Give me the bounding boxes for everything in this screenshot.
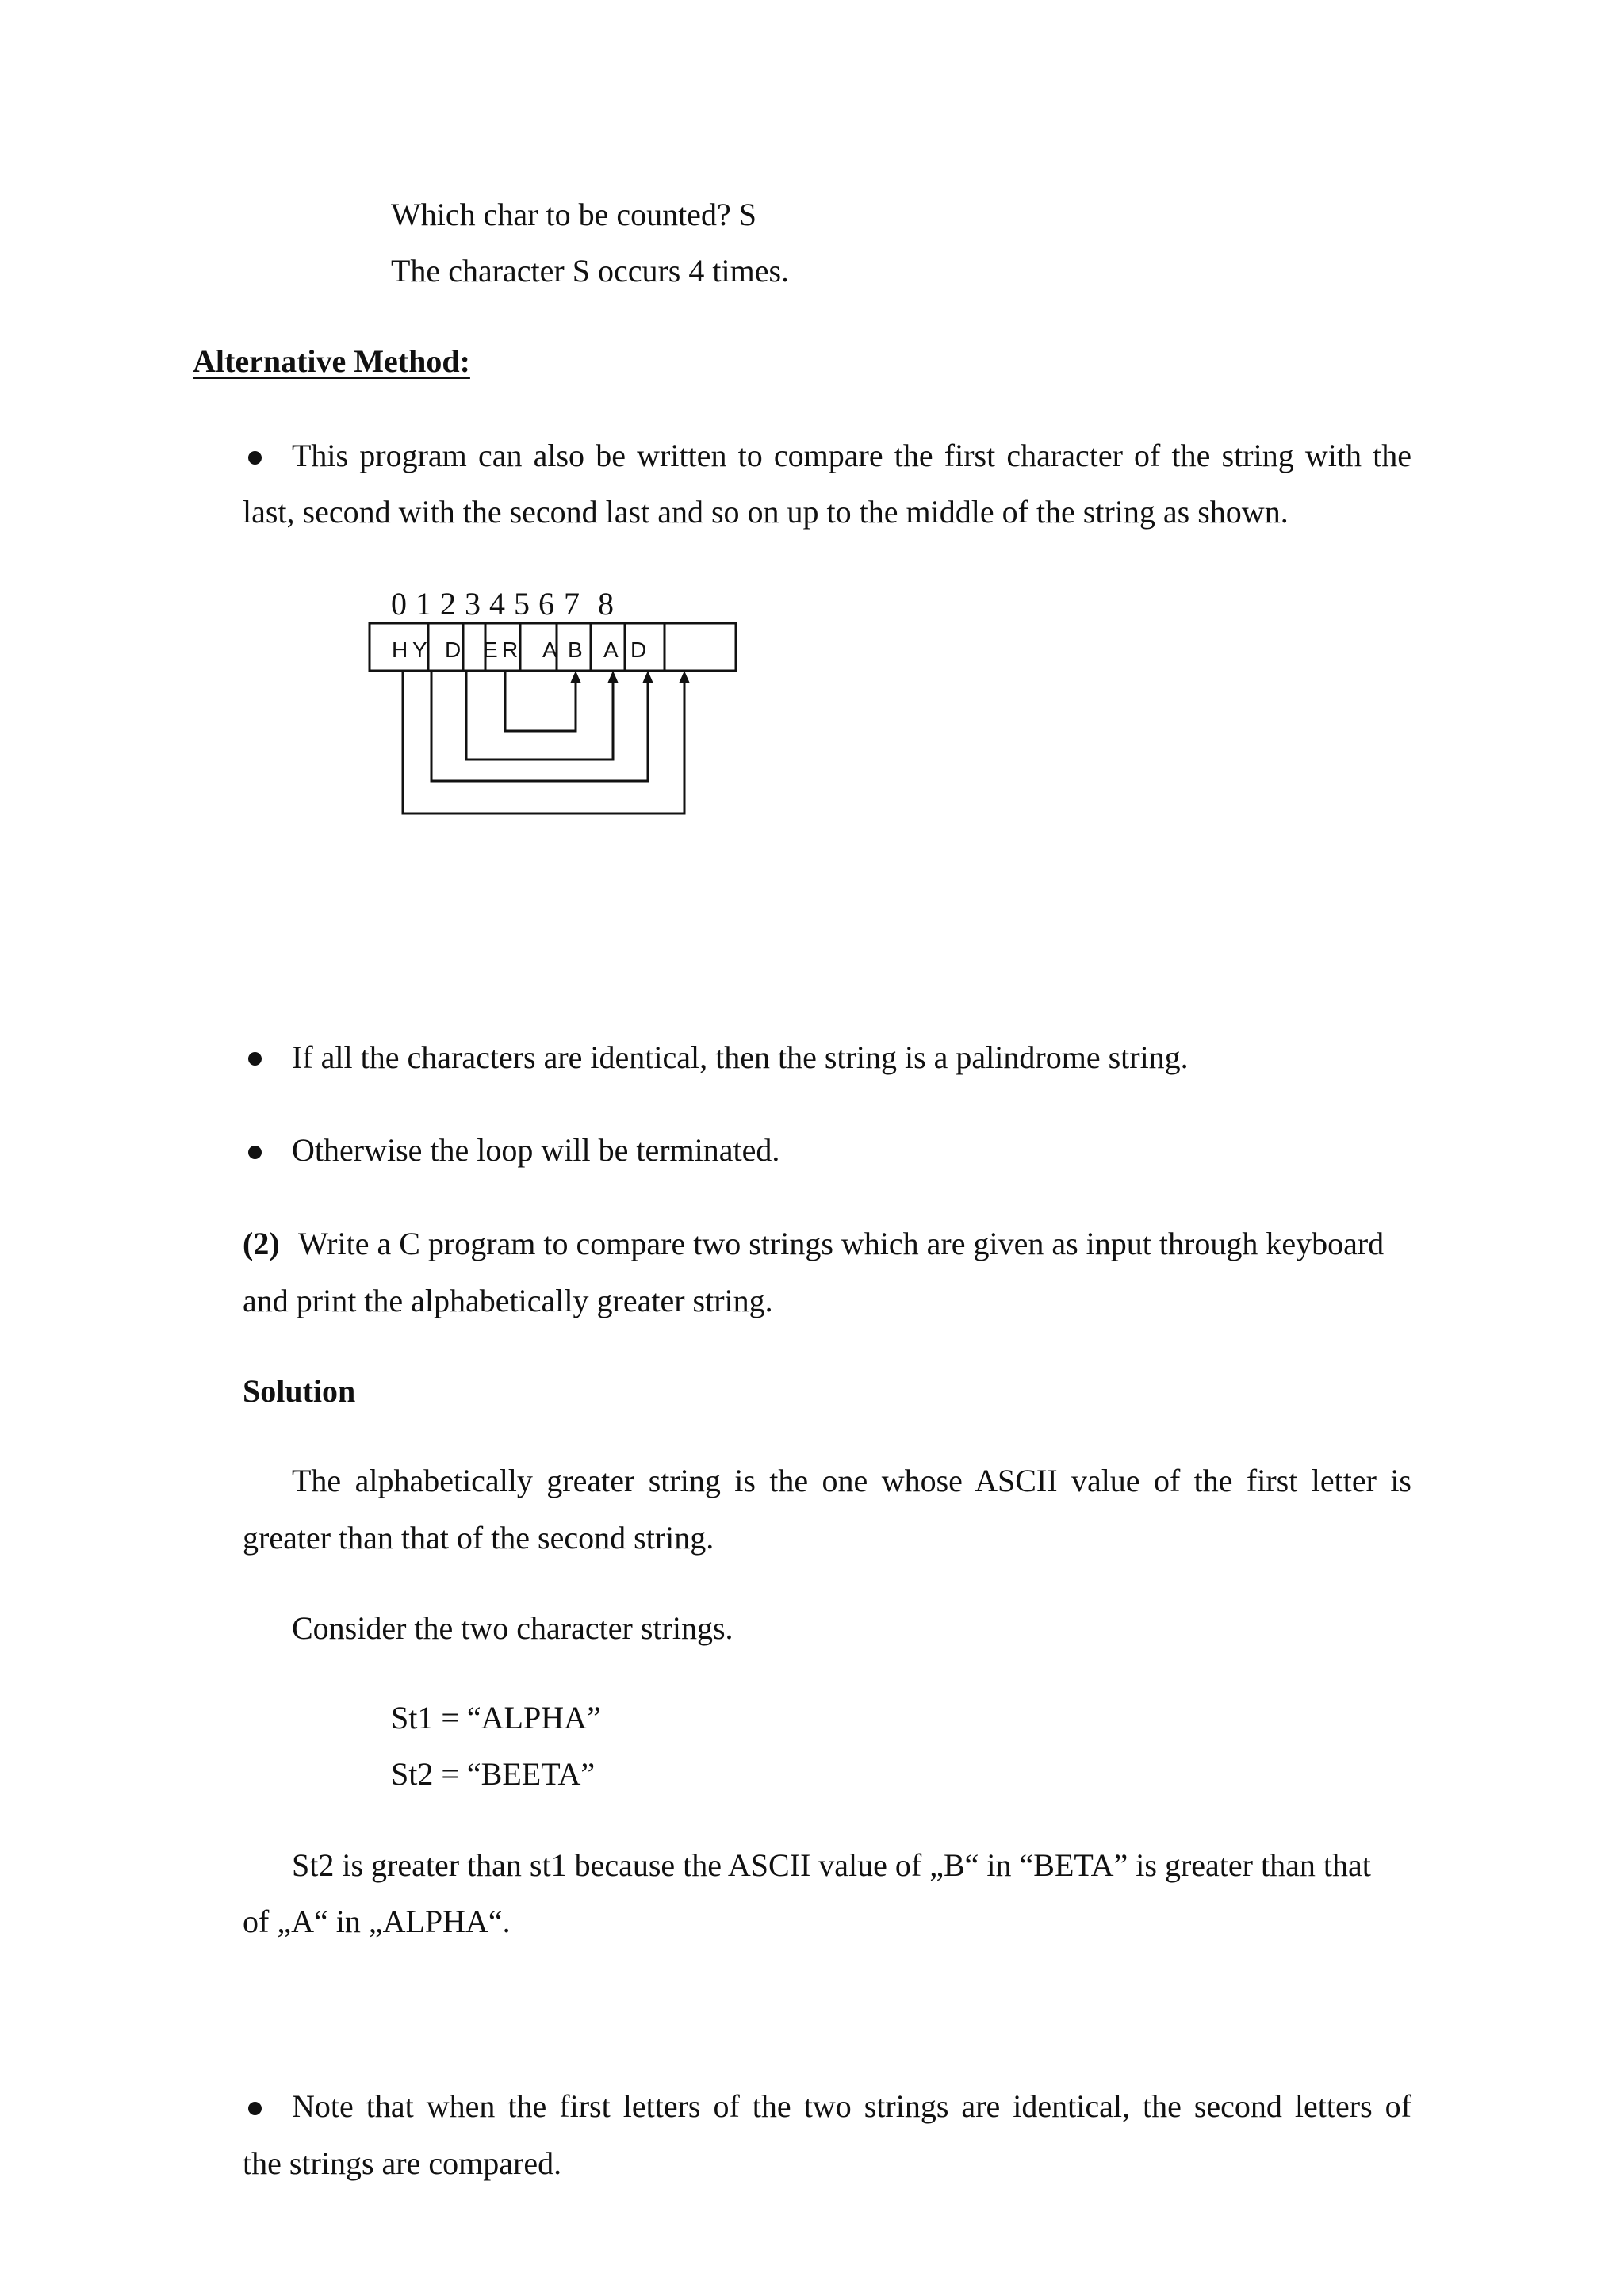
note-line2: the strings are compared.: [243, 2145, 562, 2181]
index-label: 0: [391, 586, 407, 622]
solution-para-line1: The alphabetically greater string is the one whose ASCII value of the first letter is: [292, 1463, 1411, 1498]
alternative-bullet-line2: last, second with the second last and so on up to the middle of the string as shown.: [243, 494, 1289, 530]
index-label: 8: [598, 586, 614, 622]
index-label: 3: [465, 586, 481, 622]
otherwise-bullet-text: Otherwise the loop will be terminated.: [292, 1132, 780, 1168]
cell-char: E: [483, 637, 498, 662]
cell-char: D: [445, 637, 462, 662]
arrow-icon: [570, 671, 581, 683]
identical-bullet-text: If all the characters are identical, then the string is a palindrome string.: [292, 1039, 1189, 1075]
cell-char: R: [502, 637, 519, 662]
string-st1: St1 = “ALPHA”: [391, 1700, 601, 1735]
index-label: 5: [514, 586, 530, 622]
question-line1: Write a C program to compare two strings which are given as input through keyboard: [298, 1226, 1385, 1261]
diagram-lines: [0, 0, 1624, 872]
solution-heading: Solution: [243, 1373, 356, 1409]
arrow-icon: [642, 671, 653, 683]
cell-char: Y: [412, 637, 427, 662]
question-number: (2): [243, 1226, 280, 1261]
compare-line2: of „A“ in „ALPHA“.: [243, 1904, 511, 1939]
output-result-line: The character S occurs 4 times.: [391, 253, 790, 289]
cell-char: H: [392, 637, 408, 662]
alternative-method-heading: Alternative Method:: [193, 343, 470, 379]
connector-2-6: [466, 671, 613, 760]
arrow-icon: [679, 671, 690, 683]
connector-1-7: [431, 671, 648, 781]
index-label: 2: [440, 586, 456, 622]
index-label: 7: [564, 586, 580, 622]
consider-text: Consider the two character strings.: [292, 1610, 733, 1646]
bullet-icon: [248, 2102, 262, 2115]
string-box: [370, 623, 736, 671]
cell-char: A: [542, 637, 557, 662]
index-label: 1: [416, 586, 431, 622]
cell-char: B: [568, 637, 583, 662]
note-line1: Note that when the first letters of the two strings are identical, the second letters of: [292, 2088, 1411, 2124]
connector-3-5: [505, 671, 576, 731]
bullet-icon: [248, 1146, 262, 1159]
cell-char: D: [630, 637, 647, 662]
arrow-icon: [607, 671, 619, 683]
question-line2: and print the alphabetically greater string.: [243, 1283, 773, 1318]
connector-0-8: [403, 671, 684, 813]
string-st2: St2 = “BEETA”: [391, 1756, 596, 1792]
output-prompt-line: Which char to be counted? S: [391, 197, 756, 232]
solution-para-line2: greater than that of the second string.: [243, 1520, 714, 1556]
cell-char: A: [603, 637, 619, 662]
compare-line1: St2 is greater than st1 because the ASCII value of „B“ in “BETA” is greater than that: [292, 1847, 1371, 1883]
index-label: 4: [489, 586, 505, 622]
index-label: 6: [538, 586, 554, 622]
bullet-icon: [248, 1052, 262, 1066]
alternative-bullet-line1: This program can also be written to compare the first character of the string with the: [292, 438, 1411, 473]
